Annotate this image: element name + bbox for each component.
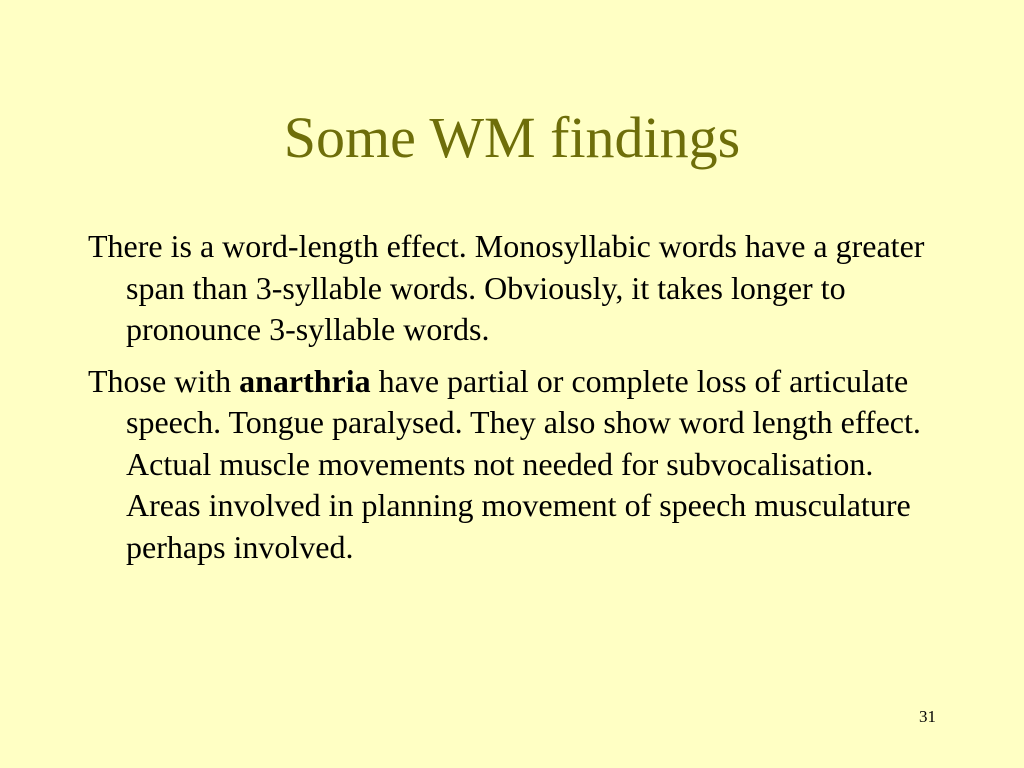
anarthria-term: anarthria (239, 362, 371, 399)
slide-body (88, 226, 948, 578)
slide-title: Some WM findings (283, 105, 741, 170)
page-number: 31 (919, 707, 936, 726)
paragraph-anarthria-after: have partial or complete loss of articulate speech. Tongue paralysed. They also show word length effect. Actual muscle movements not needed for subvocalisation. Areas involved in planning movement of speech musculature perhaps involved. (126, 362, 921, 565)
paragraph-anarthria (88, 361, 948, 569)
paragraph-anarthria-before: Those with (88, 362, 240, 399)
paragraph-word-length-effect: There is a word-length effect. Monosyllabic words have a greater span than 3-syllable words. Obviously, it takes longer to pronounce 3-syllable words. (88, 228, 925, 347)
